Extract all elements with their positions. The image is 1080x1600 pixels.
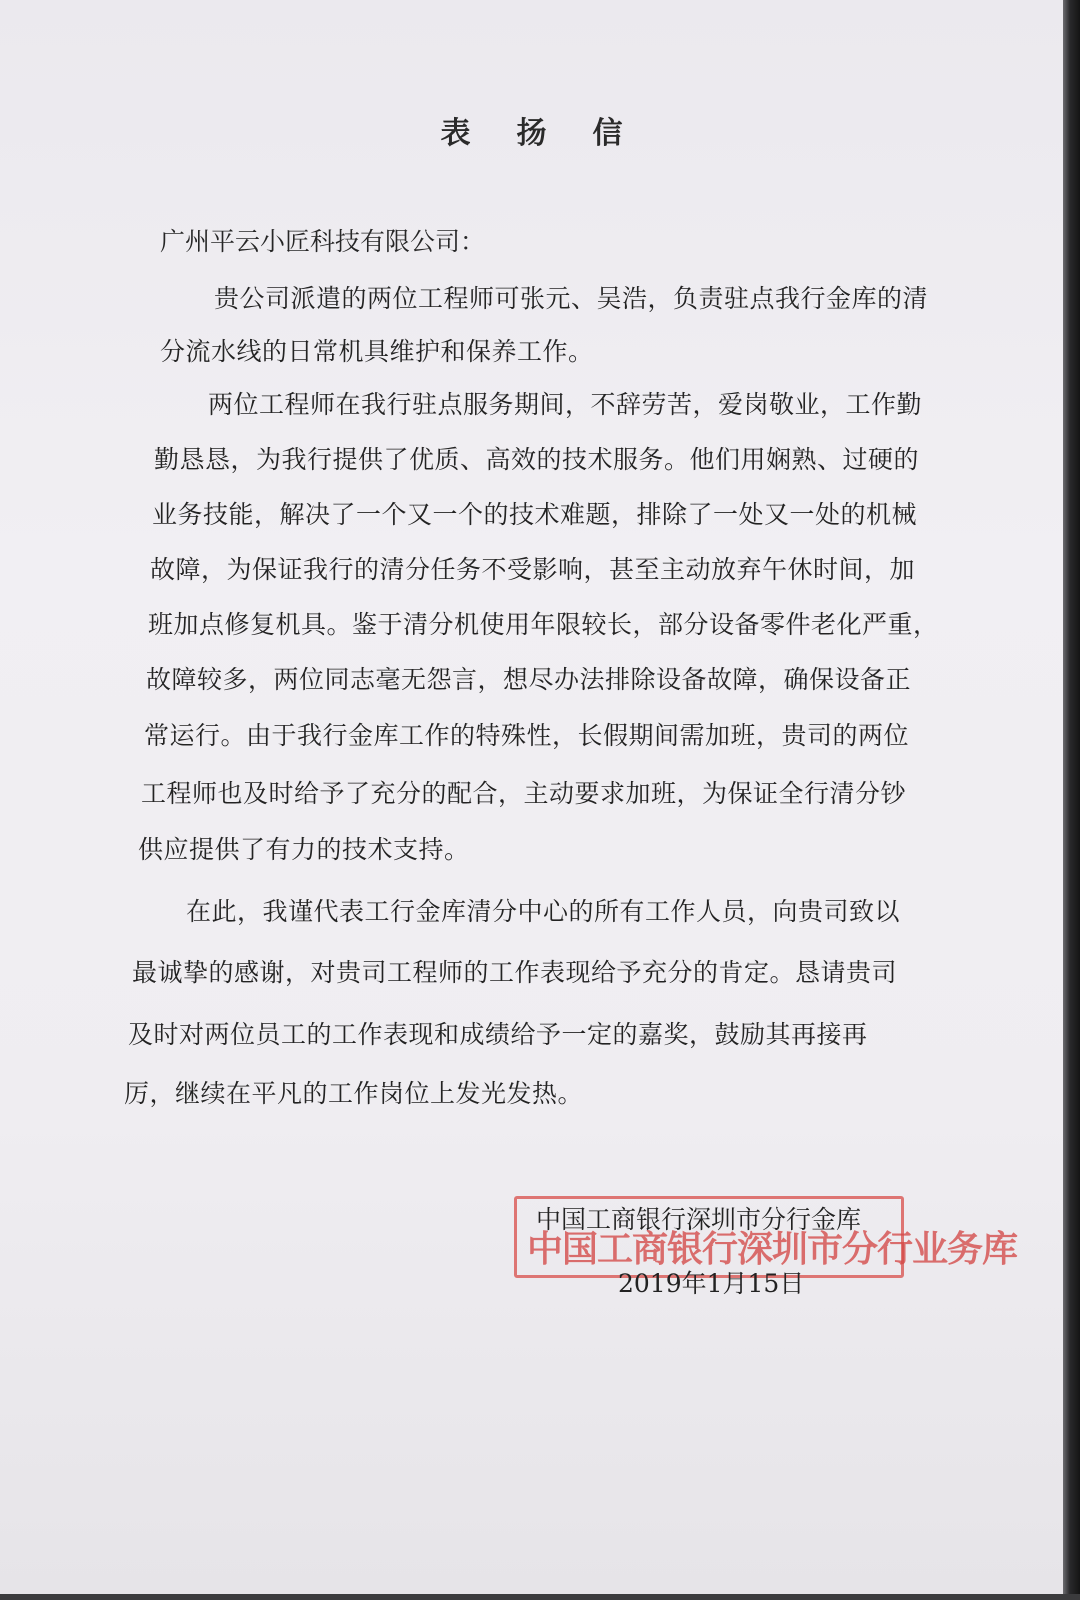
body-line: 两位工程师在我行驻点服务期间，不辞劳苦，爱岗敬业，工作勤 [208,390,923,419]
body-line: 最诚挚的感谢，对贵司工程师的工作表现给予充分的肯定。恳请贵司 [132,958,898,987]
body-line: 在此，我谨代表工行金库清分中心的所有工作人员，向贵司致以 [186,897,901,926]
body-line: 分流水线的日常机具维护和保养工作。 [160,337,594,366]
photo-bottom-edge [0,1594,1080,1600]
body-line: 厉，继续在平凡的工作岗位上发光发热。 [124,1079,584,1108]
body-line: 及时对两位员工的工作表现和成绩给予一定的嘉奖，鼓励其再接再 [128,1020,868,1049]
signature-block [514,1196,1018,1298]
body-line: 贵公司派遣的两位工程师可张元、吴浩，负责驻点我行金库的清 [214,284,929,313]
body-line: 班加点修复机具。鉴于清分机使用年限较长，部分设备零件老化严重， [148,610,939,639]
body-line: 业务技能，解决了一个又一个的技术难题，排除了一处又一处的机械 [152,500,918,529]
body-line: 常运行。由于我行金库工作的特殊性，长假期间需加班，贵司的两位 [144,721,910,750]
body-line: 供应提供了有力的技术支持。 [138,835,470,864]
letter-date: 2019年1月15日 [618,1269,805,1298]
body-line: 故障，为保证我行的清分任务不受影响，甚至主动放弃午休时间，加 [150,555,916,584]
letter-title: 表扬信 [440,116,669,151]
stamp-text: 中国工商银行深圳市分行业务库 [527,1229,1018,1270]
body-line: 工程师也及时给予了充分的配合，主动要求加班，为保证全行清分钞 [141,779,907,808]
body-line: 故障较多，两位同志毫无怨言，想尽办法排除设备故障，确保设备正 [146,665,912,694]
body-line: 勤恳恳，为我行提供了优质、高效的技术服务。他们用娴熟、过硬的 [154,445,920,474]
issuer-name: 中国工商银行深圳市分行金库 [536,1205,862,1234]
letter-salutation: 广州平云小匠科技有限公司： [160,227,486,256]
photo-edge-shadow [1063,0,1080,1600]
